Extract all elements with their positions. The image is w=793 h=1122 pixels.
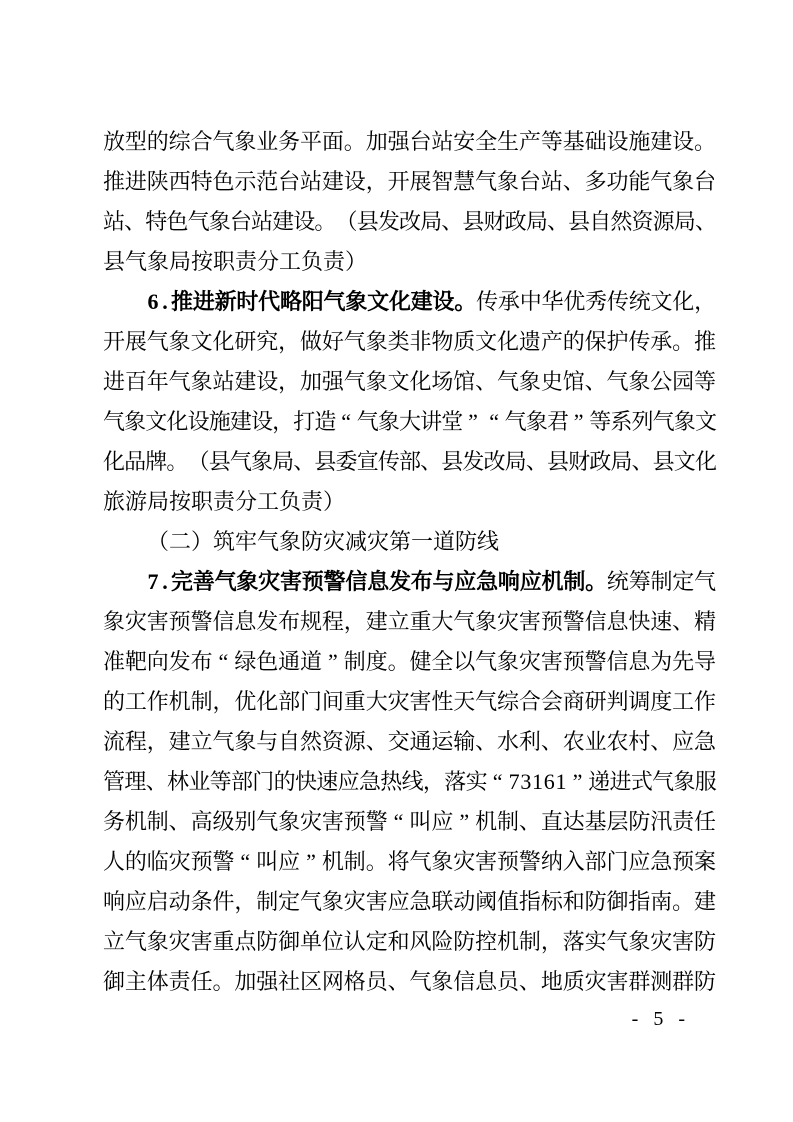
text-line: 6 . 推 进 新 时 代 略 阳 气 象 文 化 建 设 。 传 承 中 华 优 秀 传 统 文 化 ，	[147, 289, 717, 314]
text-line: 放 型 的 综 合 气 象 业 务 平 面 。 加 强 台 站 安 全 生 产 等 基 础 设 施 建 设 。	[103, 129, 717, 154]
text-line: 站 、 特 色 气 象 台 站 建 设 。 （ 县 发 改 局 、 县 财 政 局 、 县 自 然 资 源 局 、	[103, 209, 717, 234]
text-line: 流 程 ， 建 立 气 象 与 自 然 资 源 、 交 通 运 输 、 水 利 、 农 业 农 村 、 应 急	[103, 729, 717, 754]
text-line: 推 进 陕 西 特 色 示 范 台 站 建 设 ， 开 展 智 慧 气 象 台 站 、 多 功 能 气 象 台	[103, 169, 717, 194]
text-line: 旅 游 局 按 职 责 分 工 负 责 ）	[103, 489, 346, 514]
text-line: 象 灾 害 预 警 信 息 发 布 规 程 ， 建 立 重 大 气 象 灾 害 预 警 信 息 快 速 、 精	[103, 609, 717, 634]
text-line: 的 工 作 机 制 ， 优 化 部 门 间 重 大 灾 害 性 天 气 综 合 会 商 研 判 调 度 工 作	[103, 689, 717, 714]
text-line: 化 品 牌 。 （ 县 气 象 局 、 县 委 宣 传 部 、 县 发 改 局 、 县 财 政 局 、 县 文 化	[103, 449, 717, 474]
paragraph-item7	[103, 562, 716, 1002]
text-line: 准 靶 向 发 布 “ 绿 色 通 道 ” 制 度 。 健 全 以 气 象 灾 害 预 警 信 息 为 先 导	[103, 649, 717, 674]
page-number: - 5 -	[631, 1008, 687, 1030]
text-line: 立 气 象 灾 害 重 点 防 御 单 位 认 定 和 风 险 防 控 机 制 ， 落 实 气 象 灾 害 防	[103, 929, 717, 954]
section-heading-2	[103, 522, 716, 562]
text-line: 县 气 象 局 按 职 责 分 工 负 责 ）	[103, 249, 368, 274]
text-line: （ 二 ） 筑 牢 气 象 防 灾 减 灾 第 一 道 防 线	[147, 529, 500, 554]
text-line: 务 机 制 、 高 级 别 气 象 灾 害 预 警 “ 叫 应 ” 机 制 、 直 达 基 层 防 汛 责 任	[103, 809, 717, 834]
paragraph-item5-continuation	[103, 122, 716, 282]
text-line: 响 应 启 动 条 件 ， 制 定 气 象 灾 害 应 急 联 动 阈 值 指 标 和 防 御 指 南 。 建	[103, 889, 717, 914]
text-line: 开 展 气 象 文 化 研 究 ， 做 好 气 象 类 非 物 质 文 化 遗 产 的 保 护 传 承 。 推	[103, 329, 717, 354]
text-line: 人 的 临 灾 预 警 “ 叫 应 ” 机 制 。 将 气 象 灾 害 预 警 纳 入 部 门 应 急 预 案	[103, 849, 717, 874]
document-body	[103, 122, 716, 1002]
text-line: 御 主 体 责 任 。 加 强 社 区 网 格 员 、 气 象 信 息 员 、 地 质 灾 害 群 测 群 防	[103, 969, 717, 994]
paragraph-item6	[103, 282, 716, 522]
text-line: 管 理 、 林 业 等 部 门 的 快 速 应 急 热 线 ， 落 实 “ 7 3 1 6 1 ” 递 进 式 气 象 服	[103, 769, 717, 794]
text-line: 进 百 年 气 象 站 建 设 ， 加 强 气 象 文 化 场 馆 、 气 象 史 馆 、 气 象 公 园 等	[103, 369, 717, 394]
text-line: 气 象 文 化 设 施 建 设 ， 打 造 “ 气 象 大 讲 堂 ” “ 气 象 君 ” 等 系 列 气 象 文	[103, 409, 717, 434]
text-line: 7 . 完 善 气 象 灾 害 预 警 信 息 发 布 与 应 急 响 应 机 制 。 统 筹 制 定 气	[147, 569, 717, 594]
